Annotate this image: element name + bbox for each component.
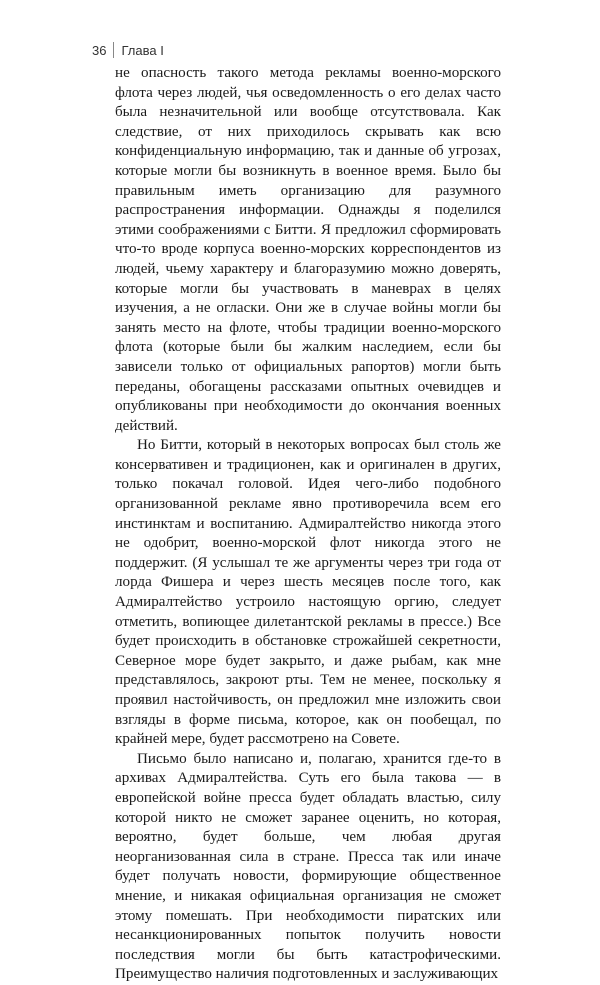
paragraph: Но Битти, который в некоторых вопросах был столь же консервативен и традиционен, как и оригинален в других, только покачал головой. Идея чего-либо подобного организованной рекламе явно противоречила всем его инстинктам и воспитанию. Адмиралтейство никогда этого не одобрит, военно-морской флот никогда этого не поддержит. (Я услышал те же аргументы через три года от лорда Фишера и через шесть месяцев после того, как Адмиралтейство устроило настоящую оргию, следует отметить, вопиющее дилетантской рекламы в прессе.) Все будет происходить в обстановке строжайшей секретности, Северное море будет закрыто, и даже рыбам, как мне представлялось, закроют рты. Тем не менее, поскольку я проявил настойчивость, он предложил мне изложить свои взгляды в форме письма, которое, как он пообещал, по крайней мере, будет рассмотрено на Совете.	[115, 437, 501, 748]
paragraph: не опасность такого метода рекламы военно-морского флота через людей, чья осведомленность о его делах часто была незначительной или вообще отсутствовала. Как следствие, от них приходилось скрывать как всю конфиденциальную информацию, так и данные об угрозах, которые могли бы возникнуть в военное время. Было бы правильным иметь организацию для разумного распространения информации. Однажды я поделился этими соображениями с Битти. Я предложил сформировать что-то вроде корпуса военно-морских корреспондентов из людей, чьему характеру и благоразумию можно доверять, которые могли бы участвовать в маневрах в целях изучения, а не огласки. Они же в случае войны могли бы занять место на флоте, чтобы традиции военно-морского флота (которые были бы жалким наследием, если бы зависели только от официальных рапортов) могли быть переданы, обогащены рассказами опытных очевидцев и опубликованы при необходимости до окончания военных действий.	[115, 65, 501, 434]
paragraph: Письмо было написано и, полагаю, хранится где-то в архивах Адмиралтейства. Суть его была такова — в европейской войне пресса будет обладать властью, силу которой никто не сможет заранее оценить, но которая, вероятно, будет больше, чем любая другая неорганизованная сила в стране. Пресса так или иначе будет получать новости, формирующие общественное мнение, и никакая официальная организация не сможет этому помешать. При необходимости пиратских или несанкционированных попыток получить новости последствия могли бы быть катастрофическими. Преимущество наличия подготовленных и заслуживающих	[115, 750, 501, 983]
running-header	[92, 40, 164, 60]
chapter-title: Глава I	[121, 42, 164, 58]
header-divider	[113, 42, 114, 58]
body-text	[115, 64, 501, 985]
page-number: 36	[92, 42, 107, 58]
